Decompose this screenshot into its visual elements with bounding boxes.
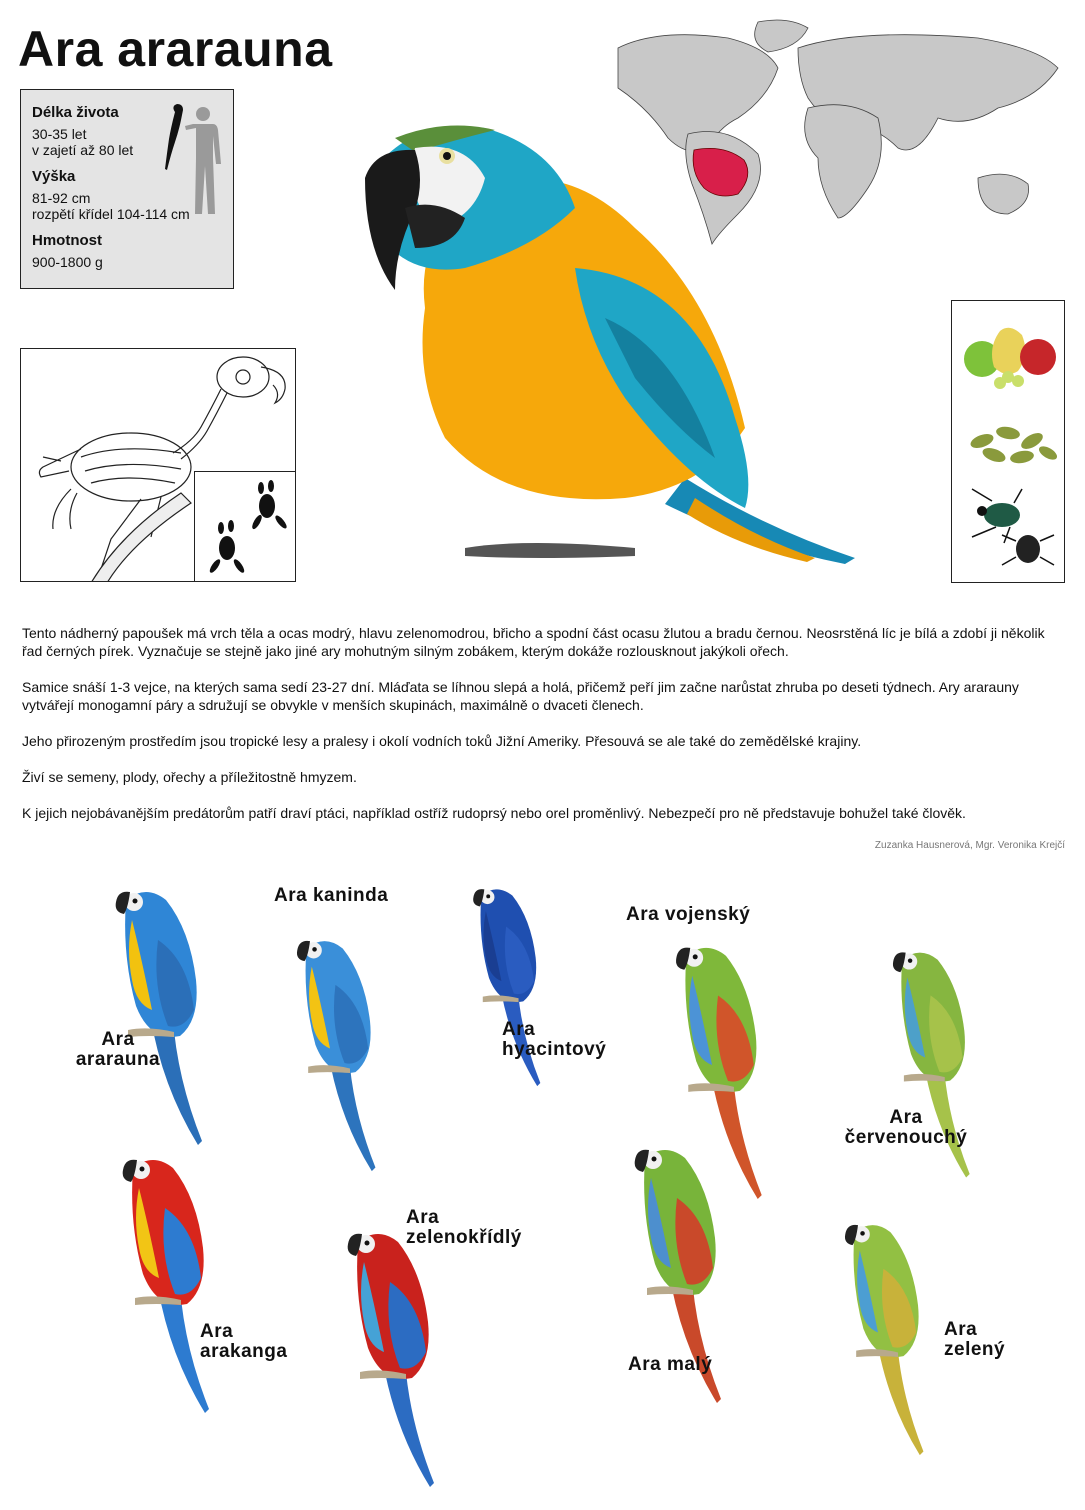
paragraph-appearance: Tento nádherný papoušek má vrch těla a ocas modrý, hlavu zelenomodrou, břicho a spodní část ocasu žlutou a bradu černou. Neosrstěná líc je bílá a zdobí ji několik řad černých pírek. Vyznačuje se stejně jako jiné ary mohutným silným zobákem, kterým dokáže rozlousknout jakýkoli ořech. (22, 625, 1045, 659)
diet-illustrations (952, 301, 1064, 582)
diet-box (951, 300, 1065, 583)
weight-value: 900-1800 g (32, 254, 103, 270)
wingspan-value: rozpětí křídel 104-114 cm (32, 206, 190, 222)
page-title: Ara ararauna (18, 21, 333, 77)
species-parrot-zeleny (838, 1202, 938, 1472)
height-value: 81-92 cm (32, 190, 91, 206)
species-label-vojensky: Ara vojenský (626, 904, 751, 925)
weight-block (32, 232, 222, 270)
footprints-icon (195, 472, 296, 582)
paragraph-predators: K jejich nejobávanějším predátorům patří draví ptáci, například ostříž rudoprsý nebo orel proměnlivý. Nebezpečí pro ně představuje bohužel také člověk. (22, 805, 966, 821)
weight-heading: Hmotnost (32, 232, 102, 249)
description-text (22, 624, 1058, 840)
species-label-cervenouchy: Ara červenouchý (844, 1107, 968, 1148)
insects-icon (972, 489, 1054, 565)
species-label-zelenokridly: Ara zelenokřídlý (406, 1207, 522, 1248)
species-parrot-kaninda (290, 918, 390, 1188)
species-label-zeleny: Ara zelený (944, 1319, 1006, 1360)
species-label-arakanga: Ara arakanga (200, 1321, 288, 1362)
author-credit: Zuzanka Hausnerová, Mgr. Veronika Krejčí (874, 840, 1065, 851)
height-heading: Výška (32, 168, 76, 185)
species-label-ararauna: Ara ararauna (75, 1029, 161, 1070)
footprints-box (194, 471, 296, 582)
world-range-map (608, 18, 1063, 248)
species-parrot-zelenokridly (340, 1222, 450, 1492)
info-box (20, 89, 234, 289)
seeds-icon (969, 425, 1059, 465)
paragraph-diet: Živí se semeny, plody, ořechy a příležitostně hmyzem. (22, 769, 357, 785)
lifespan-captivity-value: v zajetí až 80 let (32, 142, 134, 158)
lifespan-heading: Délka života (32, 104, 119, 121)
lifespan-value: 30-35 let (32, 126, 87, 142)
species-label-maly: Ara malý (628, 1354, 713, 1375)
species-label-hyacintovy: Ara hyacintový (502, 1019, 607, 1060)
species-parrot-ararauna (108, 880, 218, 1150)
species-parrot-arakanga (115, 1148, 225, 1418)
fruit-icon (964, 328, 1056, 389)
skeleton-illustration (20, 348, 296, 582)
species-label-kaninda: Ara kaninda (274, 885, 389, 906)
human-parrot-size-silhouette (153, 100, 223, 225)
paragraph-habitat: Jeho přirozeným prostředím jsou tropické lesy a pralesy i okolí vodních toků Jižní Ameriky. Přesouvá se ale také do zemědělské krajiny. (22, 733, 862, 749)
paragraph-reproduction: Samice snáší 1-3 vejce, na kterých sama sedí 23-27 dní. Mláďata se líhnou slepá a holá, přičemž peří jim začne narůstat zhruba po deseti týdnech. Ary ararauny vytvářejí monogamní páry a sdružují se obvykle v menších skupinách, maximálně o dvaceti členech. (22, 679, 1019, 713)
